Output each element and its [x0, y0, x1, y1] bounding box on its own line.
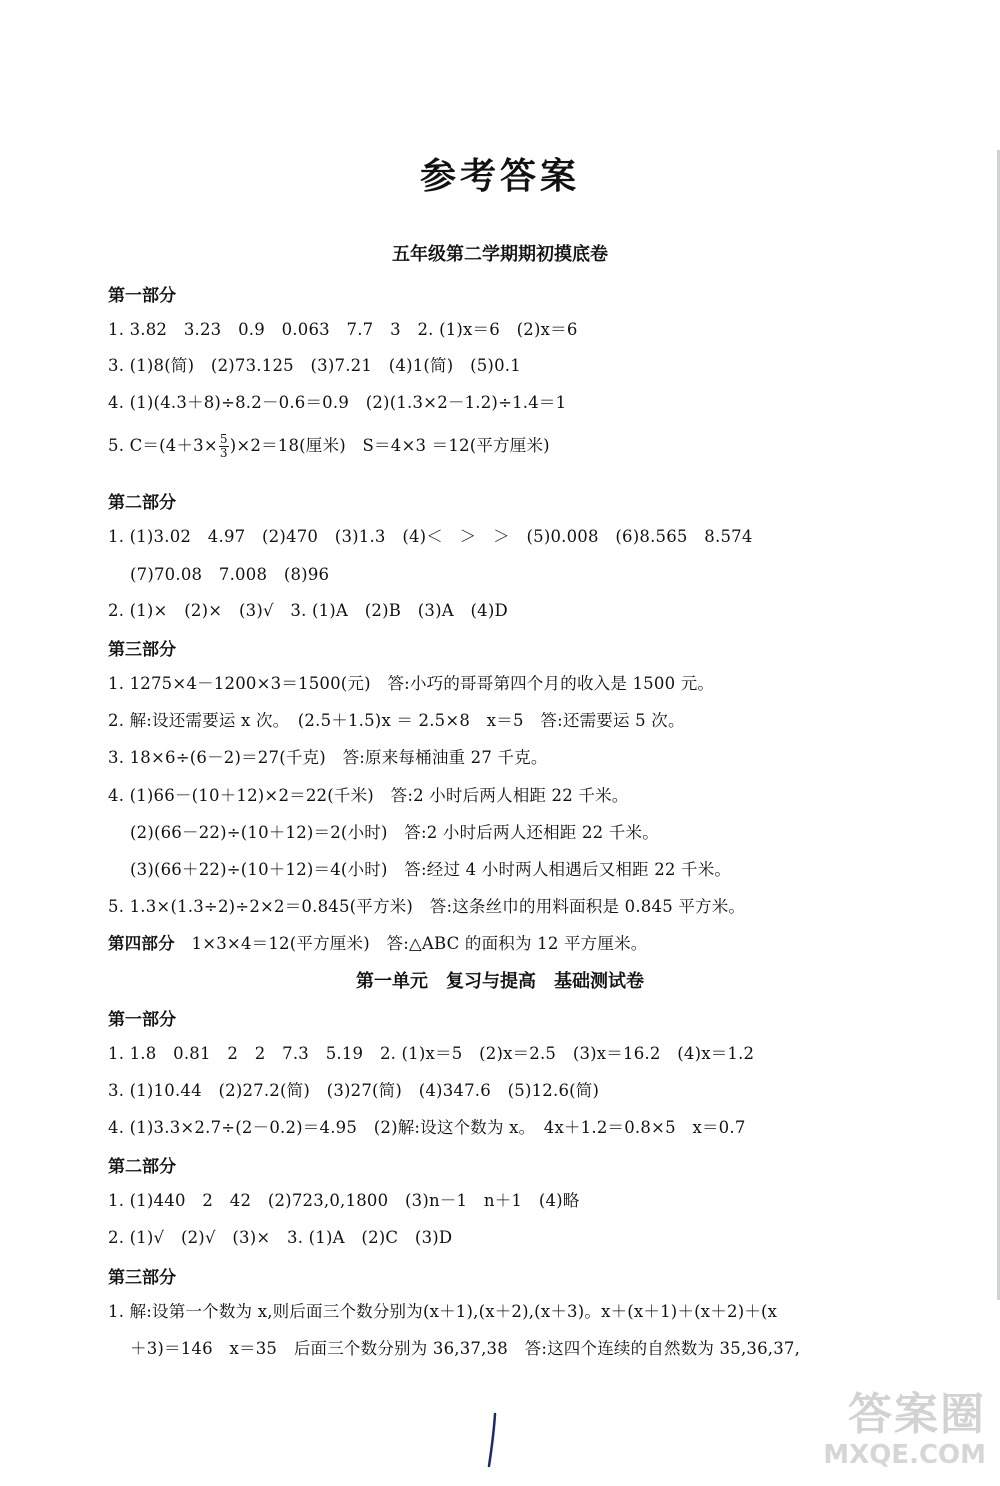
watermark-logo: [816, 1390, 986, 1480]
part-label: 第三部分: [108, 640, 176, 660]
answer-line: 1. (1)3.02 4.97 (2)470 (3)1.3 (4)＜ ＞ ＞ (5)0.008 (6)8.565 8.574: [108, 527, 753, 546]
answer-line: 2. 解:设还需要运 x 次。 (2.5＋1.5)x ＝ 2.5×8 x＝5 答:还需要运 5 次。: [108, 711, 685, 730]
page-number-stroke-icon: [478, 1410, 508, 1470]
answer-line-fraction: [108, 432, 550, 460]
watermark-top: 答案圈: [848, 1389, 986, 1440]
answer-line: 5. 1.3×(1.3÷2)÷2×2＝0.845(平方米) 答:这条丝巾的用料面积是 0.845 平方米。: [108, 897, 746, 916]
answer-line: 3. (1)10.44 (2)27.2(简) (3)27(简) (4)347.6 (5)12.6(简): [108, 1081, 600, 1100]
page-number-handwritten: [478, 1410, 508, 1470]
answer-line: 1. 3.82 3.23 0.9 0.063 7.7 3 2. (1)x＝6 (2)x＝6: [108, 320, 578, 339]
part-label: 第二部分: [108, 1157, 176, 1177]
part-label: 第三部分: [108, 1268, 176, 1288]
part-label: 第四部分: [108, 934, 175, 953]
answer-line: ＋3)＝146 x＝35 后面三个数分别为 36,37,38 答:这四个连续的自然数为 35,36,37,: [130, 1339, 801, 1358]
answer-line: (2)(66－22)÷(10＋12)＝2(小时) 答:2 小时后两人还相距 22 千米。: [130, 823, 659, 842]
answer-line: 1. 解:设第一个数为 x,则后面三个数分别为(x＋1),(x＋2),(x＋3)。x＋(x＋1)＋(x＋2)＋(x: [108, 1302, 778, 1321]
answer-line: 3. (1)8(简) (2)73.125 (3)7.21 (4)1(简) (5)0.1: [108, 356, 521, 375]
answer-line: 3. 18×6÷(6－2)＝27(千克) 答:原来每桶油重 27 千克。: [108, 748, 548, 767]
watermark-bottom: MXQE.COM: [823, 1440, 986, 1470]
answer-line: 1. 1.8 0.81 2 2 7.3 5.19 2. (1)x＝5 (2)x＝2.5 (3)x＝16.2 (4)x＝1.2: [108, 1044, 755, 1063]
answer-text: )×2＝18(厘米) S＝4×3 ＝12(平方厘米): [229, 436, 550, 455]
answer-text: 5. C＝(4＋3×: [108, 436, 218, 455]
answer-line: (3)(66＋22)÷(10＋12)＝4(小时) 答:经过 4 小时两人相遇后又相距 22 千米。: [130, 860, 732, 879]
page-title: 参考答案: [419, 156, 580, 197]
answer-line: 4. (1)(4.3＋8)÷8.2－0.6＝0.9 (2)(1.3×2－1.2)÷1.4＝1: [108, 393, 567, 412]
fraction-numerator: 5: [219, 432, 228, 446]
part-label: 第一部分: [108, 1010, 176, 1030]
fraction: [219, 433, 229, 460]
answer-line: 4. (1)66－(10＋12)×2＝22(千米) 答:2 小时后两人相距 22 千米。: [108, 786, 629, 805]
answer-line-part4: [108, 930, 647, 954]
part-label: 第二部分: [108, 493, 176, 513]
section-title-1: 五年级第二学期期初摸底卷: [392, 244, 608, 265]
fraction-denominator: 3: [219, 446, 228, 460]
answer-line: 1. (1)440 2 42 (2)723,0,1800 (3)n－1 n＋1 (4)略: [108, 1191, 580, 1210]
answer-text: 1×3×4＝12(平方厘米) 答:△ABC 的面积为 12 平方厘米。: [191, 934, 648, 953]
section-title-2: 第一单元 复习与提高 基础测试卷: [356, 971, 644, 992]
answer-line: 2. (1)× (2)× (3)√ 3. (1)A (2)B (3)A (4)D: [108, 601, 508, 620]
part-label: 第一部分: [108, 286, 176, 306]
answer-line: 2. (1)√ (2)√ (3)× 3. (1)A (2)C (3)D: [108, 1228, 453, 1247]
answer-line: 1. 1275×4－1200×3＝1500(元) 答:小巧的哥哥第四个月的收入是 1500 元。: [108, 674, 715, 693]
answer-line: 4. (1)3.3×2.7÷(2－0.2)＝4.95 (2)解:设这个数为 x。 4x＋1.2＝0.8×5 x＝0.7: [108, 1118, 746, 1137]
answer-line: (7)70.08 7.008 (8)96: [130, 565, 330, 584]
